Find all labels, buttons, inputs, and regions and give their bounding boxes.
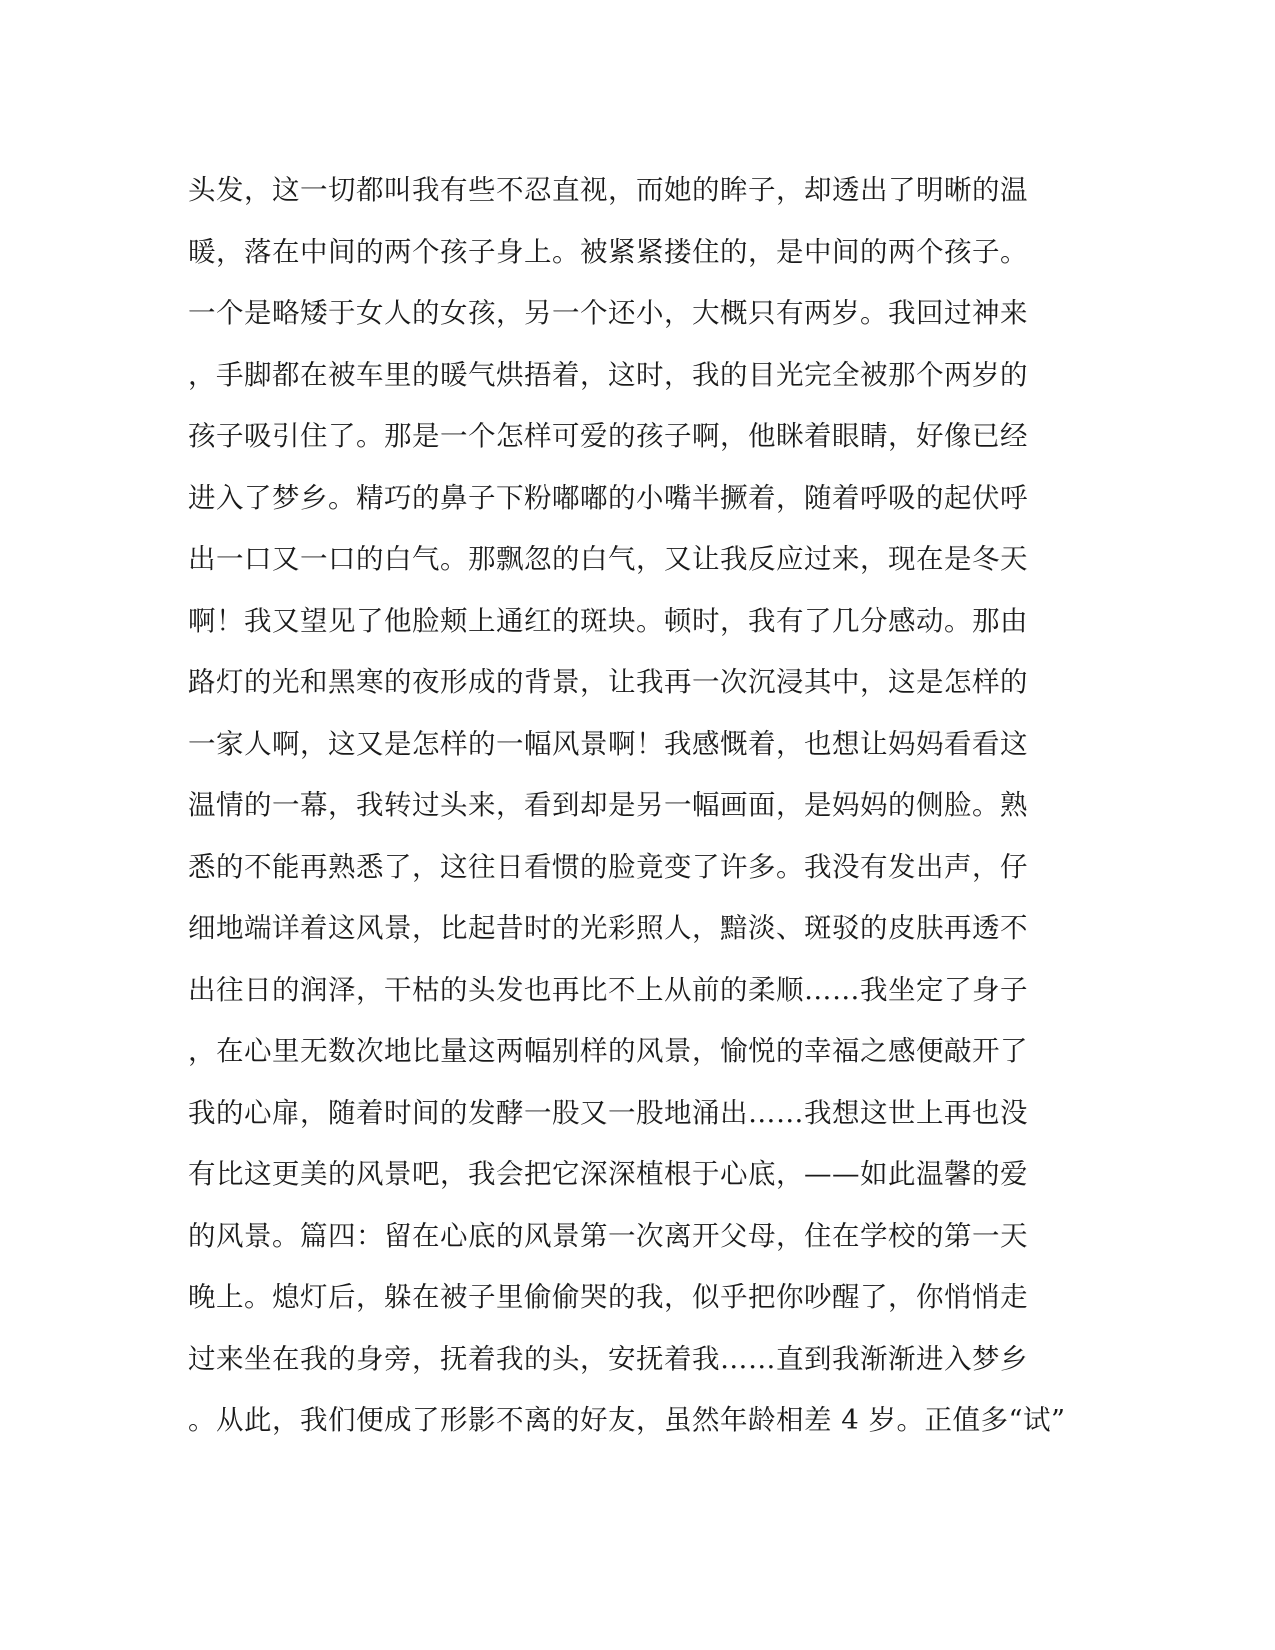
text-line: 悉的不能再熟悉了，这往日看惯的脸竟变了许多。我没有发出声，仔 (188, 850, 1028, 883)
text-line: 一个是略矮于女人的女孩，另一个还小，大概只有两岁。我回过神来 (188, 297, 1028, 329)
text-line: 晚上。熄灯后，躲在被子里偷偷哭的我，似乎把你吵醒了，你悄悄走 (188, 1281, 1028, 1313)
text-line: 出一口又一口的白气。那飘忽的白气，又让我反应过来，现在是冬天 (188, 543, 1028, 575)
body-text (188, 160, 1068, 1452)
text-line: ，在心里无数次地比量这两幅别样的风景，愉悦的幸福之感便敲开了 (188, 1035, 1028, 1067)
text-line: 的风景。篇四：留在心底的风景第一次离开父母，住在学校的第一天 (188, 1219, 1028, 1252)
text-line: 。从此，我们便成了形影不离的好友，虽然年龄相差 4 岁。正值多“试” (188, 1404, 1066, 1436)
text-line: 过来坐在我的身旁，抚着我的头，安抚着我……直到我渐渐进入梦乡 (188, 1342, 1028, 1375)
text-line: 温情的一幕，我转过头来，看到却是另一幅画面，是妈妈的侧脸。熟 (188, 789, 1028, 821)
text-line: 我的心扉，随着时间的发酵一股又一股地涌出……我想这世上再也没 (188, 1096, 1028, 1129)
text-line: 暖，落在中间的两个孩子身上。被紧紧搂住的，是中间的两个孩子。 (188, 235, 1028, 268)
text-line: 啊！我又望见了他脸颊上通红的斑块。顿时，我有了几分感动。那由 (188, 604, 1028, 637)
text-line: 出往日的润泽，干枯的头发也再比不上从前的柔顺……我坐定了身子 (188, 973, 1028, 1006)
text-line: ，手脚都在被车里的暖气烘捂着，这时，我的目光完全被那个两岁的 (188, 358, 1028, 391)
text-line: 孩子吸引住了。那是一个怎样可爱的孩子啊，他眯着眼睛，好像已经 (188, 420, 1028, 452)
text-line: 细地端详着这风景，比起昔时的光彩照人，黯淡、斑驳的皮肤再透不 (188, 912, 1028, 944)
text-line: 有比这更美的风景吧，我会把它深深植根于心底，——如此温馨的爱 (188, 1158, 1028, 1190)
text-line: 进入了梦乡。精巧的鼻子下粉嘟嘟的小嘴半撅着，随着呼吸的起伏呼 (188, 481, 1028, 514)
text-line: 路灯的光和黑寒的夜形成的背景，让我再一次沉浸其中，这是怎样的 (188, 666, 1028, 698)
text-line: 头发，这一切都叫我有些不忍直视，而她的眸子，却透出了明晰的温 (188, 174, 1028, 206)
text-line: 一家人啊，这又是怎样的一幅风景啊！我感慨着，也想让妈妈看看这 (188, 727, 1028, 760)
